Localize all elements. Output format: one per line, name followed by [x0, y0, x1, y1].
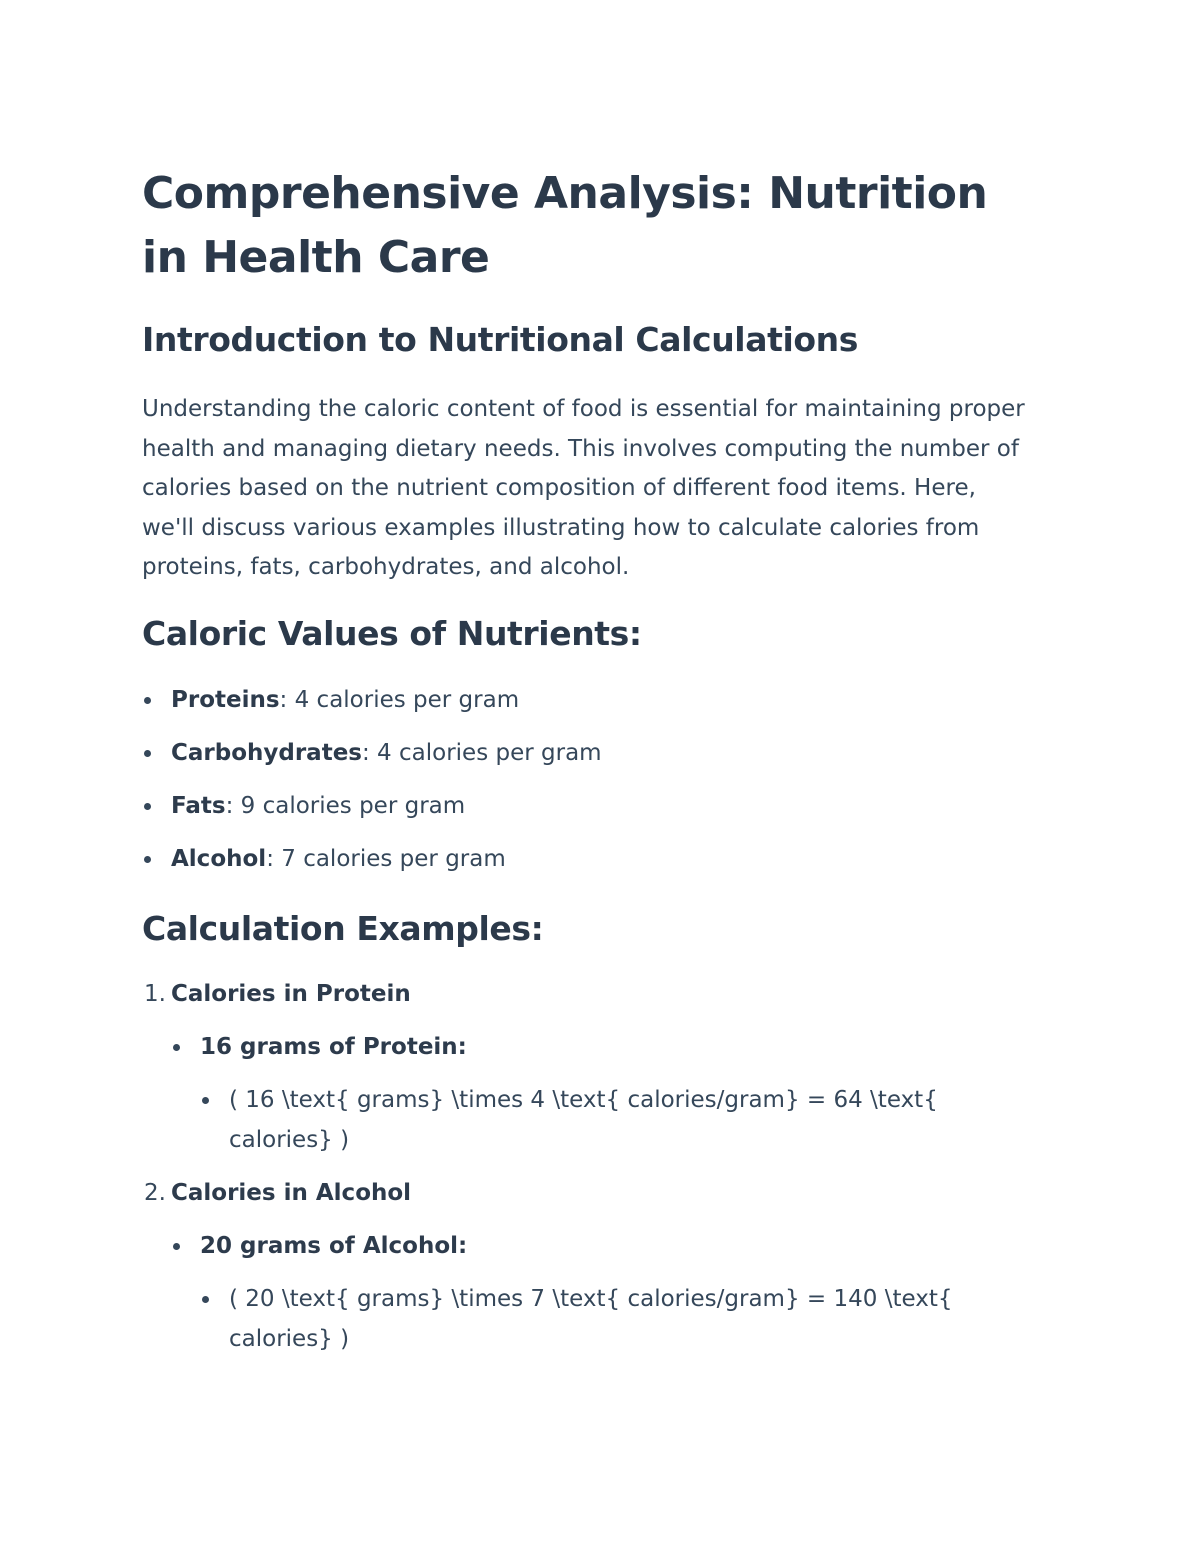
- nutrient-label: Alcohol: [171, 846, 267, 872]
- example-formula: [200, 1279, 989, 1359]
- list-item: [142, 786, 602, 839]
- intro-heading: Introduction to Nutritional Calculations: [142, 320, 858, 359]
- label-separator: :: [225, 793, 234, 819]
- example-formula: [200, 1080, 989, 1160]
- intro-paragraph: Understanding the caloric content of food is essential for maintaining proper health and managing dietary needs. This involves computing the number of calories based on the nutrient composition of different food items. Here, we'll discuss various examples illustrating how to calculate calories from proteins, fats, carbohydrates, and alcohol.: [142, 396, 1025, 580]
- example-subitem: [171, 1027, 1032, 1160]
- example-title: Calories in Protein: [171, 981, 411, 1007]
- nutrient-value: 4 calories per gram: [369, 740, 602, 766]
- bullet-icon: [144, 856, 151, 863]
- example-title: Calories in Alcohol: [171, 1180, 412, 1206]
- caloric-values-list: [142, 680, 602, 892]
- list-item: [142, 839, 602, 892]
- example-subitem-label: 16 grams of Protein:: [200, 1034, 467, 1060]
- label-separator: :: [279, 687, 288, 713]
- nutrient-value: 7 calories per gram: [273, 846, 506, 872]
- example-subitem: [171, 1226, 1032, 1359]
- bullet-icon: [144, 750, 151, 757]
- list-item: [142, 733, 602, 786]
- examples-list: [142, 974, 1032, 1372]
- bullet-icon: [202, 1097, 209, 1104]
- examples-heading: Calculation Examples:: [142, 909, 544, 948]
- caloric-values-heading: Caloric Values of Nutrients:: [142, 614, 642, 653]
- bullet-icon: [173, 1243, 180, 1250]
- bullet-icon: [202, 1296, 209, 1303]
- nutrient-label: Carbohydrates: [171, 740, 362, 766]
- nutrient-label: Fats: [171, 793, 226, 819]
- list-item: [142, 680, 602, 733]
- nutrient-value: 9 calories per gram: [233, 793, 466, 819]
- example-number: 1.: [144, 981, 166, 1007]
- bullet-icon: [144, 803, 151, 810]
- bullet-icon: [173, 1044, 180, 1051]
- formula-text: ( 16 \text{ grams} \times 4 \text{ calories/gram} = 64 \text{ calories} ): [229, 1087, 938, 1153]
- document-title: Comprehensive Analysis: Nutrition in Health Care: [142, 168, 988, 283]
- example-number: 2.: [144, 1180, 166, 1206]
- formula-text: ( 20 \text{ grams} \times 7 \text{ calories/gram} = 140 \text{ calories} ): [229, 1286, 953, 1352]
- label-separator: :: [362, 740, 370, 766]
- document-page: [142, 162, 1042, 1352]
- label-separator: :: [266, 846, 274, 872]
- bullet-icon: [144, 697, 151, 704]
- example-subitem-label: 20 grams of Alcohol:: [200, 1233, 468, 1259]
- example-item: [142, 974, 1032, 1160]
- example-item: [142, 1173, 1032, 1359]
- nutrient-label: Proteins: [171, 687, 280, 713]
- nutrient-value: 4 calories per gram: [287, 687, 520, 713]
